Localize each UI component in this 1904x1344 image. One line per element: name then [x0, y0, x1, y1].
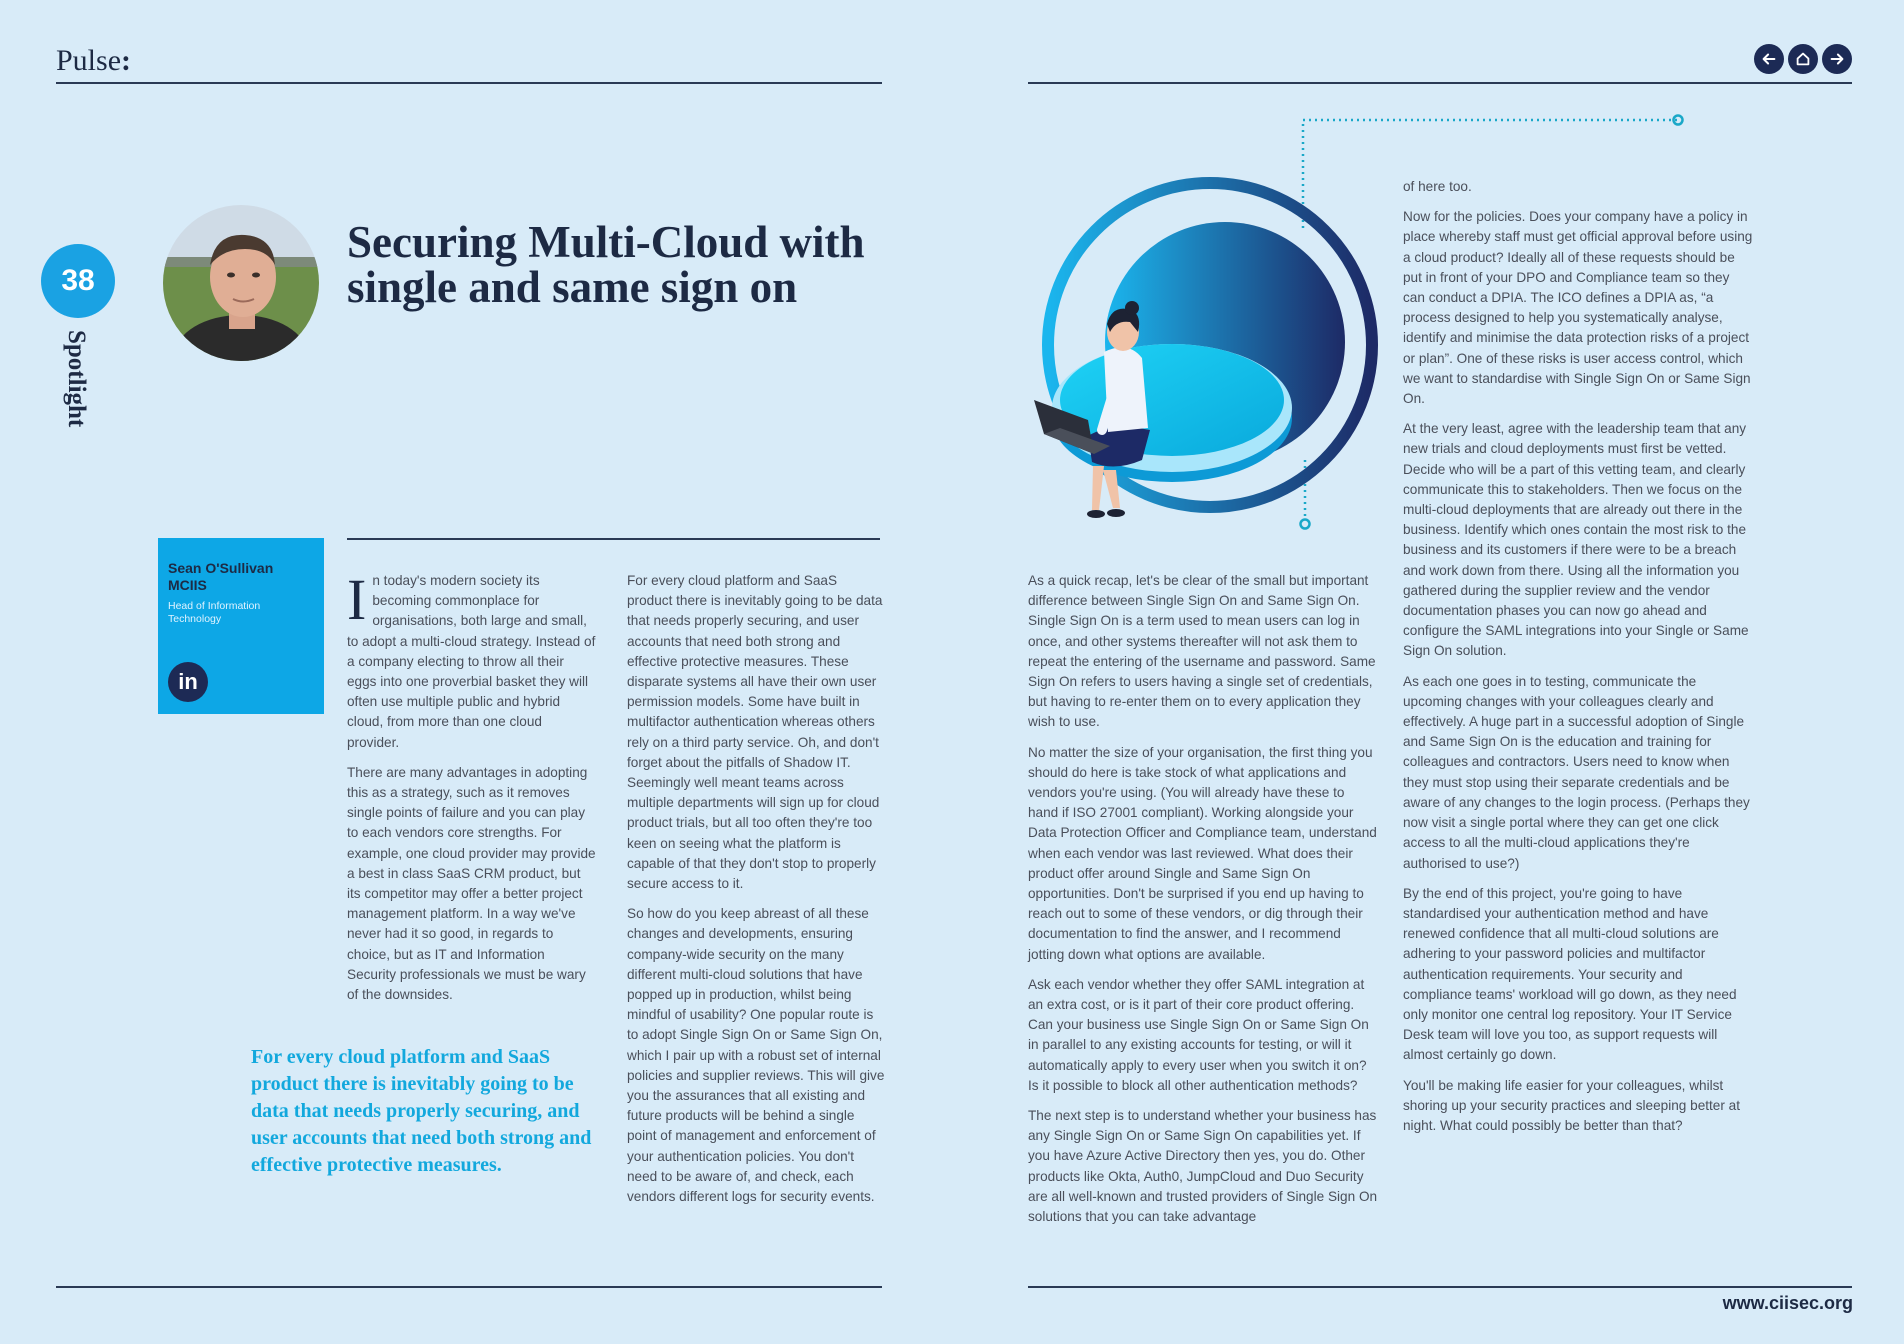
article-column-3 [1028, 571, 1378, 1237]
paragraph: As a quick recap, let's be clear of the small but important difference between Single Sign On and Same Sign On. Single Sign On is a term used to mean users can log in once, and other systems thereafter will not ask them to repeat the entering of the username and password. Same Sign On refers to users having a single set of credentials, but having to re-enter them on to every application they wish to use. [1028, 573, 1376, 730]
footer-rule-right [1028, 1286, 1852, 1288]
home-icon [1794, 50, 1812, 68]
pull-quote: For every cloud platform and SaaS product there is inevitably going to be data that needs properly securing, and user accounts that need both strong and effective protective measures. [251, 1046, 592, 1176]
back-button[interactable] [1754, 44, 1784, 74]
paragraph: For every cloud platform and SaaS product there is inevitably going to be data that needs properly securing, and user accounts that need both strong and effective protective measures. These disparate systems all have their own user permission models. Some have built in multifactor authentication whereas others rely on a third party service. Oh, and don't forget about the pitfalls of Shadow IT. Seemingly well meant teams across multiple departments will sign up for cloud product trials, but all too often they're too keen on seeing what the platform is capable of that they don't stop to properly secure access to it. [627, 573, 883, 892]
paragraph: There are many advantages in adopting this as a strategy, such as it removes single points of failure and you can play to each vendors core strengths. For example, one cloud provider may provide a best in class SaaS CRM product, but its competitor may offer a better project management platform. In a way we've never had it so good, in regards to choice, but as IT and Information Security professionals we must be wary of the downsides. [347, 764, 596, 1003]
author-role: Head of Information Technology [168, 600, 261, 625]
footer-rule-left [56, 1286, 882, 1288]
paragraph: In today's modern society its becoming commonplace for organisations, both large and small, to adopt a multi-cloud strategy. Instead of a company electing to throw all their eggs into one proverbial basket they will often use multiple public and hybrid cloud, from more than one cloud provider. [347, 567, 596, 750]
author-box [158, 538, 324, 714]
arrow-left-icon [1760, 50, 1778, 68]
paragraph: The next step is to understand whether your business has any Single Sign On or Same Sign On capabilities yet. If you have Azure Active Directory then yes, you do. Other products like Okta, Auth0, JumpCloud and Duo Security are all well-known and trusted providers of Single Sign On solutions that you can take advantage [1028, 1108, 1378, 1225]
paragraph: As each one goes in to testing, communicate the upcoming changes with your colleagues clearly and effectively. A huge part in a successful adoption of Single and Same Sign On is the education and training for colleagues and contractors. Users need to know when they must stop using their separate credentials and be aware of any changes to the login process. (Perhaps they now visit a single portal where they can get one click access to all the multi-cloud applications they're authorised to use?) [1403, 673, 1750, 871]
author-photo [163, 205, 319, 361]
header-rule-right [1028, 82, 1852, 84]
drop-cap: I [347, 567, 367, 632]
paragraph: By the end of this project, you're going to have standardised your authentication method and have renewed confidence that all multi-cloud solutions are adhering to your password policies and multifactor authentication requirements. Your security and compliance teams' workload will go down, as they need only monitor one central log repository. Your IT Service Desk team will love you too, as support requests will almost certainly go down. [1403, 885, 1737, 1063]
arrow-right-icon [1828, 50, 1846, 68]
paragraph: So how do you keep abreast of all these changes and developments, ensuring company-wide security on the many different multi-cloud solutions that have popped up in production, whilst being mindful of usability? One popular route is to adopt Single Sign On or Same Sign On, which I pair up with a robust set of internal policies and supplier reviews. This will give you the assurances that all existing and future products will be behind a single point of management and enforcement of your authentication policies. You don't need to be aware of, and check, each vendors different logs for security events. [627, 906, 885, 1205]
article-title: Securing Multi-Cloud with single and same sign on [347, 217, 865, 312]
paragraph: No matter the size of your organisation, the first thing you should do here is take stock of what applications and vendors you're using. (You will already have these to hand if ISO 27001 compliant). Working alongside your Data Protection Officer and Compliance team, understand when each vendor was last reviewed. What does their product offer around Single and Same Sign On opportunities. Don't be surprised if you end up having to reach out to some of these vendors, or dig through their documentation to find the answer, and I recommend jotting down what options are available. [1028, 744, 1377, 962]
home-button[interactable] [1788, 44, 1818, 74]
forward-button[interactable] [1822, 44, 1852, 74]
article-column-4 [1403, 177, 1753, 1146]
article-rule [347, 538, 880, 540]
paragraph: At the very least, agree with the leadership team that any new trials and cloud deployments must first be vetted. Decide who will be a part of this vetting team, and clearly communicate this to stakeholders. Then we focus on the multi-cloud deployments that are already out there in the business. Identify which ones contain the most risk to the business and its customers if there were to be a breach and work down from there. Using all the information you gathered during the supplier review and the vendor documentation phases you can now go ahead and configure the SAML integrations into your Single or Same Sign On solution. [1403, 421, 1749, 659]
article-column-1 [347, 567, 597, 1015]
page-number-badge: 38 [41, 244, 115, 318]
author-name: Sean O'Sullivan MCIIS [168, 560, 274, 593]
linkedin-icon[interactable]: in [168, 662, 208, 702]
paragraph: Now for the policies. Does your company have a policy in place whereby staff must get official approval before using a cloud product? Ideally all of these requests should be put in front of your DPO and Compliance team so they can conduct a DPIA. The ICO defines a DPIA as, “a process designed to help you systematically analyse, identify and minimise the data protection risks of a project or plan”. One of these risks is user access control, which we want to standardise with Single Sign On or Same Sign On. [1403, 209, 1753, 407]
section-label: Spotlight [63, 330, 90, 428]
header-rule-left [56, 82, 882, 84]
article-column-2 [627, 571, 885, 1217]
brand-logo: Pulse: [56, 44, 132, 77]
paragraph: of here too. [1403, 179, 1472, 194]
footer-url-link[interactable]: www.ciisec.org [1722, 1293, 1853, 1313]
paragraph: Ask each vendor whether they offer SAML integration at an extra cost, or is it part of their core product offering. Can your business use Single Sign On or Same Sign On in parallel to any existing accounts for testing, or will it automatically apply to every user when you switch it on? Is it possible to block all other authentication methods? [1028, 976, 1369, 1093]
paragraph: You'll be making life easier for your colleagues, whilst shoring up your security practices and sleeping better at night. What could possibly be better than that? [1403, 1077, 1741, 1133]
